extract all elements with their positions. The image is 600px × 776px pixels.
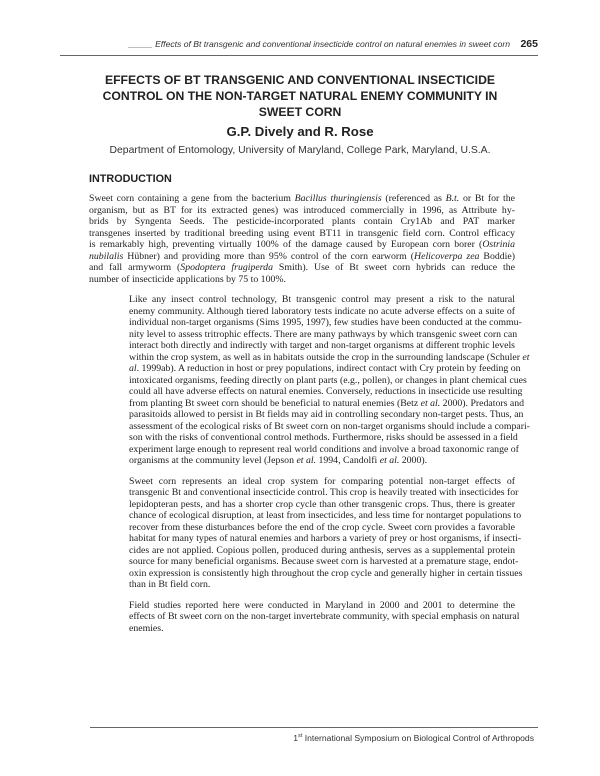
text-line: habitat for many types of natural enemies and harbors a variety of prey or host organisms, if insecti-: [129, 533, 522, 544]
running-header-text: _____ Effects of Bt transgenic and conventional insecticide control on natural enemies in sweet corn: [128, 39, 510, 49]
header-rule: [60, 55, 538, 56]
text-line: chance of ecological disruption, at least from insecticides, and less time for nontarget populations to: [129, 510, 522, 521]
page-number: 265: [520, 38, 538, 50]
text-line: enemy community. Although tiered laboratory tests indicate no acute adverse effects on a suite of: [129, 305, 515, 317]
text-line: assessment of the ecological risks of Bt sweet corn on non-target organisms should include a compari-: [129, 420, 530, 432]
text-line: brids by Syngenta Seeds. The pesticide-incorporated plants contain Cry1Ab and PAT marker: [89, 216, 515, 227]
text-line: enemies.: [129, 622, 164, 634]
text-line: intoxicated organisms, feeding directly on plant parts (e.g., pollen), or changes in plant chemical cues: [129, 374, 527, 386]
paragraph-3: [89, 475, 523, 591]
footer: 1st International Symposium on Biological Control of Arthropods: [293, 733, 534, 743]
title-line-1: EFFECTS OF BT TRANSGENIC AND CONVENTIONAL INSECTICIDE: [104, 73, 495, 87]
text-line: experiment large enough to represent real world conditions and involve a broad taxonomic range of: [129, 443, 519, 455]
affiliation: Department of Entomology, University of Maryland, College Park, Maryland, U.S.A.: [109, 145, 491, 156]
text-line: number of insecticide applications by 75 to 100%.: [89, 273, 286, 285]
text-line: nubilalis Hübner) and providing more than 95% control of the corn earworm (Helicoverpa zea Boddie): [89, 250, 515, 262]
text-line: al. 1999ab). A reduction in host or prey populations, indirect contact with Cry protein by feeding on: [129, 363, 521, 374]
text-line: organisms at the community level (Jepson et al. 1994, Candolfi et al. 2000).: [129, 455, 428, 466]
text-line: Like any insect control technology, Bt transgenic control may present a risk to the natural: [129, 294, 515, 305]
text-line: transgenic Bt and conventional insecticide control. This crop is heavily treated with insecticides for: [129, 487, 519, 498]
text-line: than in Bt field corn.: [129, 579, 211, 590]
text-line: son with the risks of conventional control methods. Furthermore, risks should be assessed in a field: [129, 432, 518, 443]
text-line: parasitoids allowed to persist in Bt fields may aid in controlling secondary non-target pests. Thus, an: [129, 409, 524, 420]
text-line: is remarkably high, preventing virtually 100% of the damage caused by European corn borer (Ostrinia: [89, 239, 515, 250]
text-line: from planting Bt sweet corn should be beneficial to natural enemies (Betz et al. 2000). Predators and: [129, 397, 525, 409]
paragraph-4: [89, 599, 520, 635]
section-heading-introduction: INTRODUCTION: [89, 173, 172, 185]
text-line: oxin expression is consistently high throughout the crop cycle and generally higher in certain tissues: [129, 567, 523, 579]
text-line: could all have adverse effects on natural enemies. Conversely, reductions in insecticide use resulting: [129, 386, 523, 397]
text-line: transgenes inserted by traditional breeding using event BT11 in transgenic field corn. Control efficacy: [89, 227, 515, 239]
text-line: interact both directly and indirectly with target and non-target organisms at different trophic levels: [129, 340, 515, 351]
body-text: [89, 193, 530, 643]
text-line: lepidopteran pests, and has a shorter crop cycle than other transgenic crops. Thus, there is greater: [129, 498, 515, 510]
title-line-3: SWEET CORN: [258, 105, 342, 119]
text-line: cides are not applied. Copious pollen, produced during anthesis, serves as a supplemental protein: [129, 544, 515, 556]
running-header: [60, 38, 538, 52]
paragraph-2: [89, 294, 530, 467]
text-line: within the crop system, as well as in habitats outside the crop in the surrounding landscape (Schuler et: [129, 351, 530, 363]
footer-rule: [90, 727, 538, 728]
text-line: individual non-target organisms (Sims 1995, 1997), few studies have been conducted at the commu-: [129, 317, 522, 328]
text-line: Sweet corn represents an ideal crop system for comparing potential non-target effects of: [129, 475, 515, 487]
text-line: Field studies reported here were conducted in Maryland in 2000 and 2001 to determine the: [129, 599, 515, 611]
text-line: nity level to assess tritrophic effects. There are many pathways by which transgenic sweet corn can: [129, 328, 518, 340]
text-line: recover from these disturbances before the end of the crop cycle. Sweet corn provides a favorable: [129, 521, 515, 533]
text-line: and fall armyworm (Spodoptera frugiperda Smith). Use of Bt sweet corn hybrids can reduce the: [89, 262, 515, 273]
text-line: organism, but as BT for its extracted genes) was introduced commercially in 1996, as Attribute hy-: [89, 204, 515, 216]
authors: G.P. Dively and R. Rose: [226, 124, 374, 139]
title-line-2: CONTROL ON THE NON-TARGET NATURAL ENEMY COMMUNITY IN: [102, 89, 498, 103]
paper-title: [70, 72, 530, 120]
paragraph-1: [89, 193, 515, 285]
text-line: source for many beneficial organisms. Because sweet corn is harvested at a premature stage, endot-: [129, 556, 519, 567]
text-line: effects of Bt sweet corn on the non-target invertebrate community, with special emphasis on natural: [129, 611, 520, 622]
text-line: Sweet corn containing a gene from the bacterium Bacillus thuringiensis (referenced as B.t. or Bt for the: [89, 193, 515, 204]
